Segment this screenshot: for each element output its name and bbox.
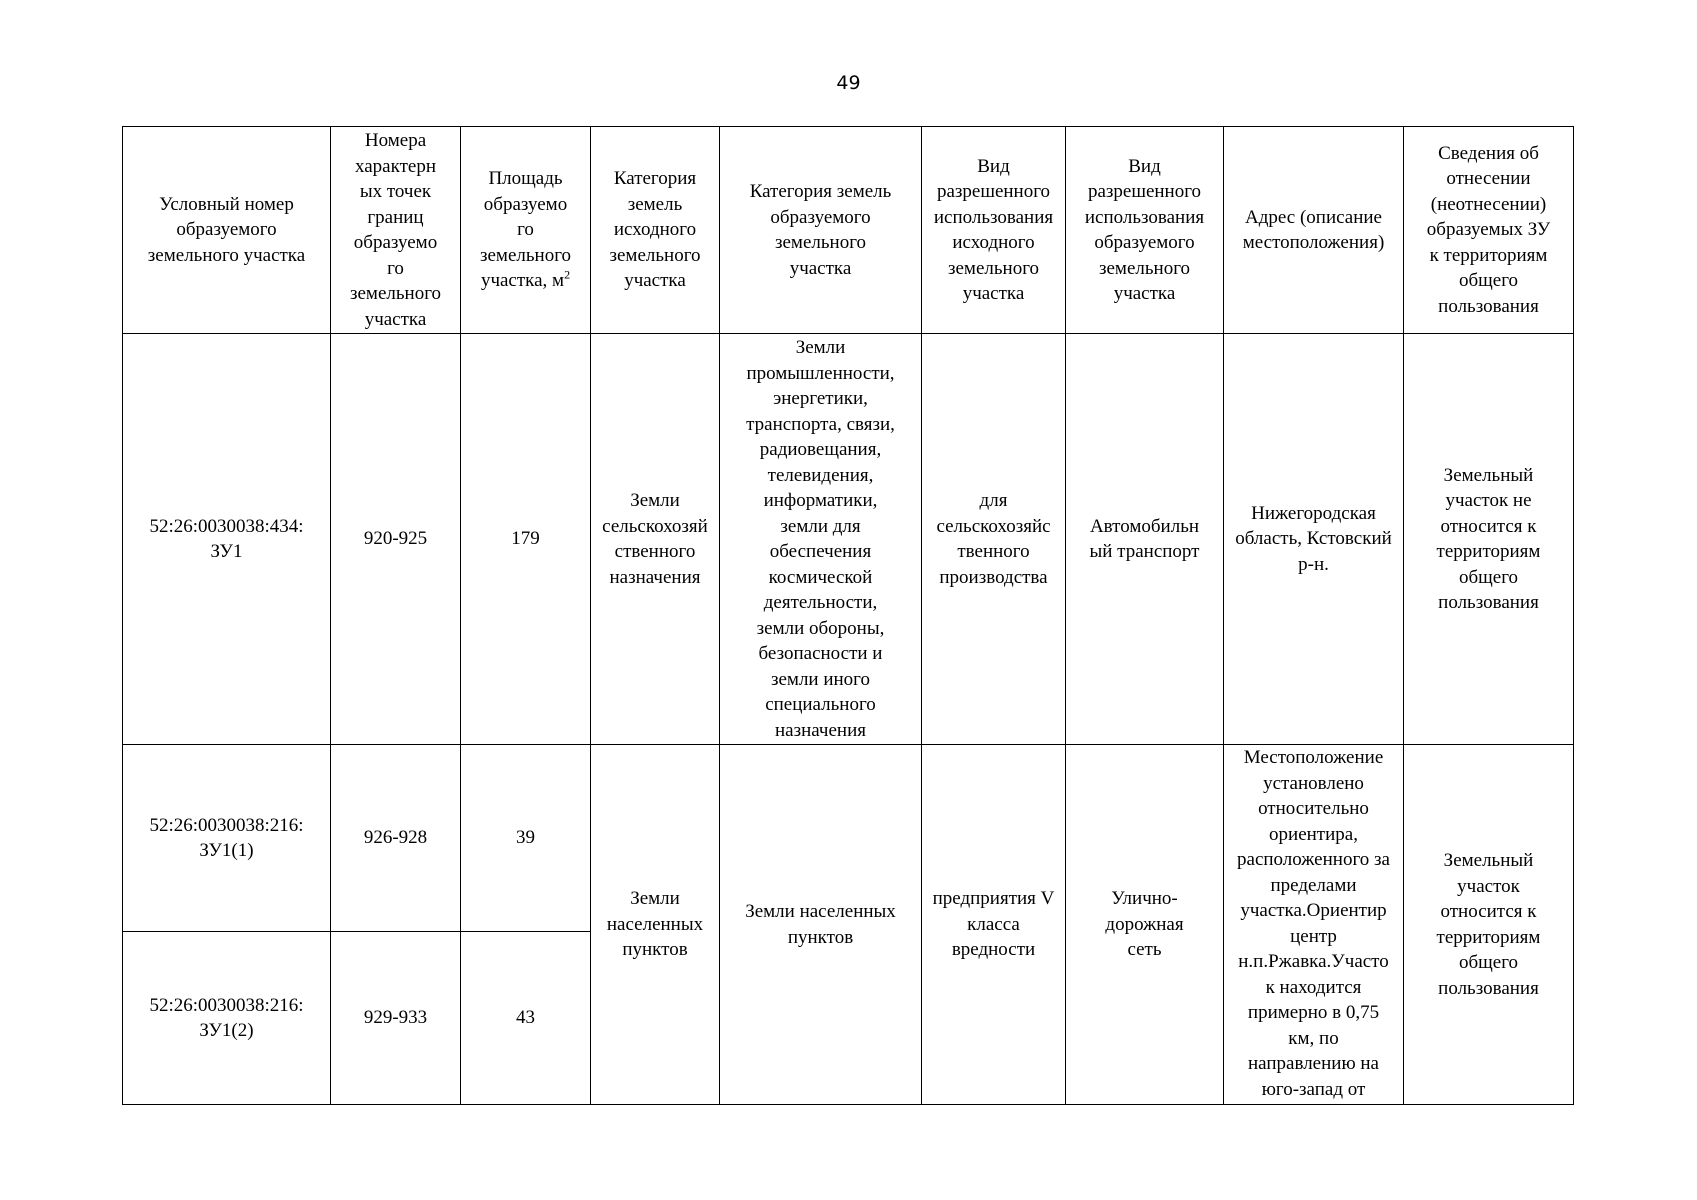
header-address: Адрес (описание местоположения) [1224, 127, 1404, 334]
area-cell: 43 [461, 932, 591, 1105]
source-category-cell: Земли населенных пунктов [591, 745, 720, 1105]
table-header-row [123, 127, 1574, 334]
source-category-cell: Земли сельскохозяй ственного назначения [591, 334, 720, 745]
land-plots-table [122, 126, 1574, 1105]
public-use-cell: Земельный участок не относится к территориям общего пользования [1404, 334, 1574, 745]
header-source-category: Категория земель исходного земельного участка [591, 127, 720, 334]
header-public-use: Сведения об отнесении (неотнесении) образуемых ЗУ к территориям общего пользования [1404, 127, 1574, 334]
header-source-use: Вид разрешенного использования исходного земельного участка [922, 127, 1066, 334]
public-use-cell: Земельный участок относится к территориям общего пользования [1404, 745, 1574, 1105]
plot-number-cell: 52:26:0030038:216: ЗУ1(1) [123, 745, 331, 932]
boundary-points-cell: 926-928 [331, 745, 461, 932]
new-category-cell: Земли промышленности, энергетики, транспорта, связи, радиовещания, телевидения, информатики, земли для обеспечения космической деятельности, земли обороны, безопасности и земли иного специального назначения [720, 334, 922, 745]
table-row [123, 745, 1574, 932]
source-use-cell: для сельскохозяйс твенного производства [922, 334, 1066, 745]
header-new-use: Вид разрешенного использования образуемого земельного участка [1066, 127, 1224, 334]
header-boundary-points: Номера характерн ых точек границ образуемо го земельного участка [331, 127, 461, 334]
area-cell: 39 [461, 745, 591, 932]
boundary-points-cell: 929-933 [331, 932, 461, 1105]
address-cell: Нижегородская область, Кстовский р-н. [1224, 334, 1404, 745]
address-cell: Местоположение установлено относительно ориентира, расположенного за пределами участка.Ориентир центр н.п.Ржавка.Участо к находится примерно в 0,75 км, по направлению на юго-запад от [1224, 745, 1404, 1105]
header-new-category: Категория земель образуемого земельного участка [720, 127, 922, 334]
plot-number-cell: 52:26:0030038:216: ЗУ1(2) [123, 932, 331, 1105]
plot-number-cell: 52:26:0030038:434: ЗУ1 [123, 334, 331, 745]
new-category-cell: Земли населенных пунктов [720, 745, 922, 1105]
header-area: Площадь образуемо го земельного участка, $м^2$ [461, 127, 591, 334]
area-unit-superscript: 2 [564, 267, 571, 282]
boundary-points-cell: 920-925 [331, 334, 461, 745]
area-cell: 179 [461, 334, 591, 745]
table-row [123, 334, 1574, 745]
page-number: 49 [836, 72, 861, 94]
new-use-cell: Улично- дорожная сеть [1066, 745, 1224, 1105]
new-use-cell: Автомобильн ый транспорт [1066, 334, 1224, 745]
source-use-cell: предприятия V класса вредности [922, 745, 1066, 1105]
header-plot-number: Условный номер образуемого земельного участка [123, 127, 331, 334]
